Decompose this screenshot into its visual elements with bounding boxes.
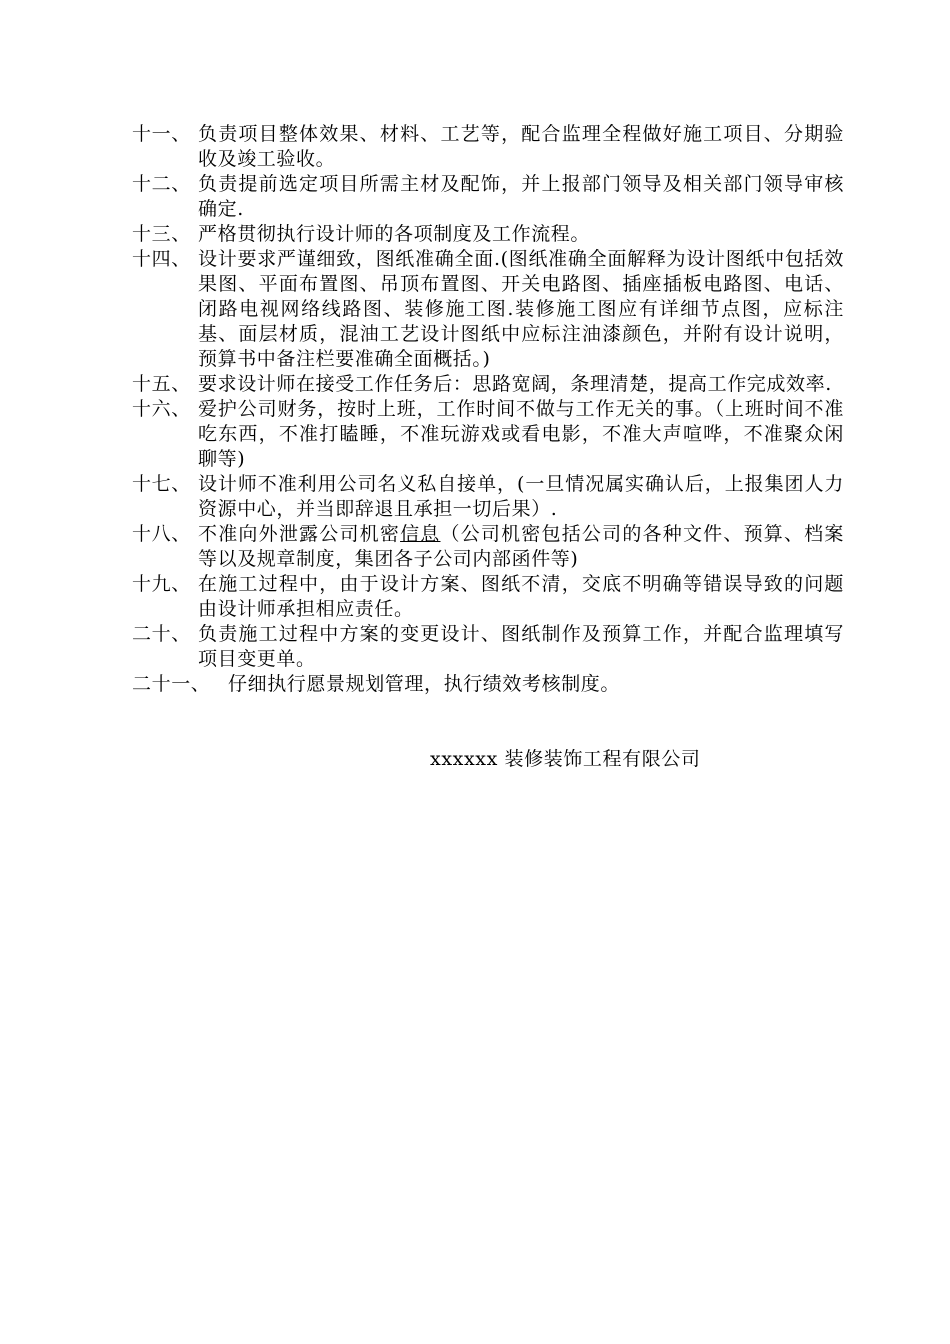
item-text: 在施工过程中，由于设计方案、图纸不清，交底不明确等错误导致的问题由设计师承担相应责任。	[198, 573, 844, 620]
item-text: 爱护公司财务，按时上班，工作时间不做与工作无关的事。（上班时间不准吃东西，不准打瞌睡，不准玩游戏或看电影，不准大声喧哗，不准聚众闲聊等)	[198, 398, 844, 470]
item-number: 十一、	[132, 123, 191, 145]
list-item	[132, 122, 844, 172]
item-number: 十四、	[132, 248, 191, 270]
list-item	[132, 172, 844, 222]
item-text: 负责提前选定项目所需主材及配饰，并上报部门领导及相关部门领导审核确定.	[198, 173, 844, 220]
list-item	[132, 397, 844, 472]
item-text: 要求设计师在接受工作任务后：思路宽阔，条理清楚，提高工作完成效率.	[198, 373, 832, 395]
item-number: 二十一、	[132, 673, 211, 695]
item-number: 十七、	[132, 473, 191, 495]
item-number: 十八、	[132, 523, 191, 545]
list-item	[132, 247, 844, 372]
item-text: 严格贯彻执行设计师的各项制度及工作流程。	[198, 223, 591, 245]
list-item	[132, 572, 844, 622]
list-item	[132, 472, 844, 522]
company-signature: xxxxxx 装修装饰工程有限公司	[430, 748, 701, 770]
item-text	[198, 522, 844, 572]
list-item	[132, 372, 844, 397]
item-number: 十九、	[132, 573, 191, 595]
item-text: 负责施工过程中方案的变更设计、图纸制作及预算工作，并配合监理填写项目变更单。	[198, 623, 844, 670]
list-item	[132, 672, 844, 697]
list-item	[132, 522, 844, 572]
item-text-after: （公司机密包括公司的各种文件、预算、档案等以及规章制度，集团各子公司内部函件等)	[198, 523, 844, 570]
item-text: 设计师不准利用公司名义私自接单，(一旦情况属实确认后，上报集团人力资源中心，并当即辞退且承担一切后果）.	[198, 473, 844, 520]
list-item	[132, 622, 844, 672]
item-number: 十六、	[132, 398, 191, 420]
item-number: 十三、	[132, 223, 191, 245]
info-link[interactable]: 信息	[400, 523, 441, 545]
list-item	[132, 222, 844, 247]
item-text: 仔细执行愿景规划管理，执行绩效考核制度。	[228, 673, 621, 695]
item-number: 二十、	[132, 623, 191, 645]
item-text: 设计要求严谨细致，图纸准确全面.(图纸准确全面解释为设计图纸中包括效果图、平面布置图、吊顶布置图、开关电路图、插座插板电路图、电话、闭路电视网络线路图、装修施工图.装修施工图应有详细节点图，应标注基、面层材质，混油工艺设计图纸中应标注油漆颜色，并附有设计说明，预算书中备注栏要准确全面概括。)	[198, 248, 844, 370]
rules-list	[132, 122, 844, 697]
item-text-before: 不准向外泄露公司机密	[198, 523, 401, 545]
item-text: 负责项目整体效果、材料、工艺等，配合监理全程做好施工项目、分期验收及竣工验收。	[198, 123, 844, 170]
item-number: 十五、	[132, 373, 191, 395]
item-number: 十二、	[132, 173, 191, 195]
